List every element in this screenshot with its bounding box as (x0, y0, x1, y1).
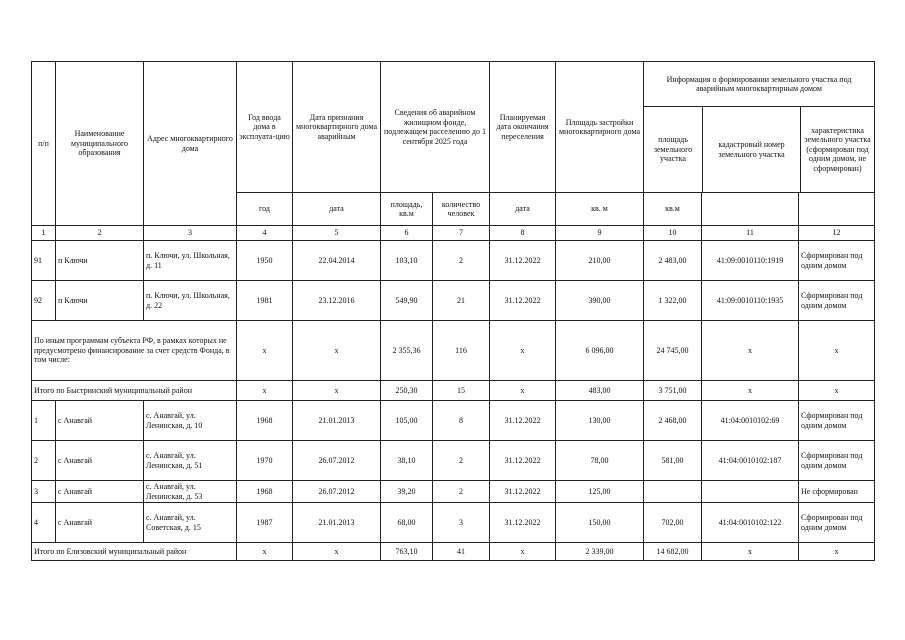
table-row (32, 401, 875, 441)
cell-address: п. Ключи, ул. Школьная, д. 11 (144, 241, 237, 281)
cell-land-area: 2 483,00 (644, 241, 702, 281)
col-number: 10 (644, 226, 702, 241)
housing-register-table (31, 61, 875, 561)
unit-date2: дата (490, 193, 556, 226)
cell-num: 2 (32, 441, 56, 481)
cell-num: 3 (32, 481, 56, 503)
cell-cadastral: 41:04:0010102:187 (702, 441, 799, 481)
total-label: Итого по Елизовский муниципальный район (32, 543, 237, 561)
col-number: 9 (556, 226, 644, 241)
cell-cadastral: 41:09:0010110:1935 (702, 281, 799, 321)
cell-plan-date: 31.12.2022 (490, 441, 556, 481)
col-number: 4 (237, 226, 293, 241)
cell-date: 22.04.2014 (293, 241, 381, 281)
cell-land-area (644, 481, 702, 503)
header-num: п/п (32, 62, 56, 226)
cell-municipality: п Ключи (56, 281, 144, 321)
cell-municipality: с Анавгай (56, 481, 144, 503)
cell-area: 103,10 (381, 241, 433, 281)
col-number: 5 (293, 226, 381, 241)
cell-building-area: 150,00 (556, 503, 644, 543)
cell-area: 38,10 (381, 441, 433, 481)
cell-people: 8 (433, 401, 490, 441)
cell-plan-date: 31.12.2022 (490, 401, 556, 441)
cell-num: 92 (32, 281, 56, 321)
header-land-info: Информация о формировании земельного участка под аварийным многоквартирным домом (644, 62, 874, 107)
col-number: 11 (702, 226, 799, 241)
cell-date: 21.01.2013 (293, 503, 381, 543)
header-land-area: площадь земельного участка (644, 107, 703, 192)
cell-cadastral: x (702, 321, 799, 381)
header-land-info-group (644, 62, 875, 193)
total-row-elizovsky (32, 543, 875, 561)
cell-date: 23.12.2016 (293, 281, 381, 321)
cell-year: 1950 (237, 241, 293, 281)
unit-area: площадь, кв.м (381, 193, 433, 226)
header-planned-date: Планируемая дата окончания переселения (490, 62, 556, 193)
cell-address: с. Анавгай, ул. Ленинская, д. 51 (144, 441, 237, 481)
cell-year: x (237, 381, 293, 401)
header-municipality: Наименование муниципального образования (56, 62, 144, 226)
cell-date: x (293, 543, 381, 561)
cell-people: 41 (433, 543, 490, 561)
cell-land-area: 14 682,00 (644, 543, 702, 561)
other-programs-label: По иным программам субъекта РФ, в рамках которых не предусмотрено финансирование за счет средств Фонда, в том числе: (32, 321, 237, 381)
cell-date: 26.07.2012 (293, 481, 381, 503)
cell-address: п. Ключи, ул. Школьная, д. 22 (144, 281, 237, 321)
header-building-area: Площадь застройки многоквартирного дома (556, 62, 644, 193)
cell-building-area: 483,00 (556, 381, 644, 401)
table-row (32, 241, 875, 281)
unit-year: год (237, 193, 293, 226)
unit-blank (702, 193, 799, 226)
col-number: 7 (433, 226, 490, 241)
cell-num: 4 (32, 503, 56, 543)
cell-address: с. Анавгай, ул. Ленинская, д. 10 (144, 401, 237, 441)
col-number: 1 (32, 226, 56, 241)
cell-plan-date: 31.12.2022 (490, 281, 556, 321)
cell-municipality: с Анавгай (56, 503, 144, 543)
table-row (32, 441, 875, 481)
cell-year: 1968 (237, 481, 293, 503)
cell-land-char: x (799, 543, 875, 561)
cell-people: 15 (433, 381, 490, 401)
cell-num: 1 (32, 401, 56, 441)
cell-area: 763,10 (381, 543, 433, 561)
col-number: 6 (381, 226, 433, 241)
other-programs-row (32, 321, 875, 381)
cell-building-area: 78,00 (556, 441, 644, 481)
table-row (32, 481, 875, 503)
cell-year: 1970 (237, 441, 293, 481)
cell-date: x (293, 381, 381, 401)
cell-area: 68,00 (381, 503, 433, 543)
cell-cadastral: 41:04:0010102:69 (702, 401, 799, 441)
cell-land-area: 702,00 (644, 503, 702, 543)
cell-land-char: Не сформирован (799, 481, 875, 503)
cell-date: x (293, 321, 381, 381)
cell-people: 3 (433, 503, 490, 543)
table-row (32, 503, 875, 543)
cell-area: 39,20 (381, 481, 433, 503)
cell-land-char: Сформирован под одним домом (799, 503, 875, 543)
cell-building-area: 390,00 (556, 281, 644, 321)
cell-year: x (237, 321, 293, 381)
cell-year: x (237, 543, 293, 561)
cell-area: 250,30 (381, 381, 433, 401)
cell-people: 2 (433, 241, 490, 281)
cell-people: 116 (433, 321, 490, 381)
cell-year: 1968 (237, 401, 293, 441)
unit-date: дата (293, 193, 381, 226)
cell-year: 1981 (237, 281, 293, 321)
cell-land-char: Сформирован под одним домом (799, 441, 875, 481)
cell-building-area: 210,00 (556, 241, 644, 281)
col-number: 3 (144, 226, 237, 241)
cell-building-area: 130,00 (556, 401, 644, 441)
unit-people: количество человек (433, 193, 490, 226)
cell-address: с. Анавгай, ул. Ленинская, д. 53 (144, 481, 237, 503)
cell-plan-date: x (490, 381, 556, 401)
cell-num: 91 (32, 241, 56, 281)
header-recognition-date: Дата признания многоквартирного дома аварийным (293, 62, 381, 193)
cell-municipality: п Ключи (56, 241, 144, 281)
total-label: Итого по Быстринский муниципальный район (32, 381, 237, 401)
cell-land-char: x (799, 321, 875, 381)
unit-sqm: кв. м (556, 193, 644, 226)
cell-land-char: Сформирован под одним домом (799, 241, 875, 281)
cell-land-area: 3 751,00 (644, 381, 702, 401)
table-row (32, 281, 875, 321)
cell-plan-date: 31.12.2022 (490, 503, 556, 543)
col-number: 2 (56, 226, 144, 241)
cell-area: 105,00 (381, 401, 433, 441)
cell-plan-date: x (490, 321, 556, 381)
cell-cadastral (702, 481, 799, 503)
cell-building-area: 6 096,00 (556, 321, 644, 381)
cell-date: 21.01.2013 (293, 401, 381, 441)
cell-land-area: 2 468,00 (644, 401, 702, 441)
col-number: 12 (799, 226, 875, 241)
header-year-in: Год ввода дома в эксплуата-цию (237, 62, 293, 193)
cell-land-area: 24 745,00 (644, 321, 702, 381)
unit-blank (799, 193, 875, 226)
cell-municipality: с Анавгай (56, 441, 144, 481)
cell-land-area: 1 322,00 (644, 281, 702, 321)
cell-plan-date: x (490, 543, 556, 561)
cell-cadastral: x (702, 381, 799, 401)
cell-land-area: 581,00 (644, 441, 702, 481)
cell-plan-date: 31.12.2022 (490, 241, 556, 281)
header-address: Адрес многоквартирного дома (144, 62, 237, 226)
header-emergency-info: Сведения об аварийном жилищном фонде, подлежащем расселению до 1 сентября 2025 года (381, 62, 490, 193)
total-row-bystrinsky (32, 381, 875, 401)
cell-people: 2 (433, 481, 490, 503)
cell-land-char: Сформирован под одним домом (799, 401, 875, 441)
cell-building-area: 125,00 (556, 481, 644, 503)
cell-cadastral: x (702, 543, 799, 561)
cell-year: 1987 (237, 503, 293, 543)
cell-date: 26.07.2012 (293, 441, 381, 481)
cell-address: с. Анавгай, ул. Советская, д. 15 (144, 503, 237, 543)
cell-land-char: Сформирован под одним домом (799, 281, 875, 321)
unit-sqm2: кв.м (644, 193, 702, 226)
cell-building-area: 2 339,00 (556, 543, 644, 561)
col-number: 8 (490, 226, 556, 241)
cell-plan-date: 31.12.2022 (490, 481, 556, 503)
header-land-char: характеристика земельного участка (сформирован под одним домом, не сформирован) (804, 125, 871, 173)
header-cadastral: кадастровый номер земельного участка (703, 107, 801, 192)
cell-cadastral: 41:04:0010102:122 (702, 503, 799, 543)
cell-land-char: x (799, 381, 875, 401)
cell-municipality: с Анавгай (56, 401, 144, 441)
cell-people: 21 (433, 281, 490, 321)
cell-area: 549,90 (381, 281, 433, 321)
cell-people: 2 (433, 441, 490, 481)
cell-area: 2 355,36 (381, 321, 433, 381)
cell-cadastral: 41:09:0010110:1919 (702, 241, 799, 281)
